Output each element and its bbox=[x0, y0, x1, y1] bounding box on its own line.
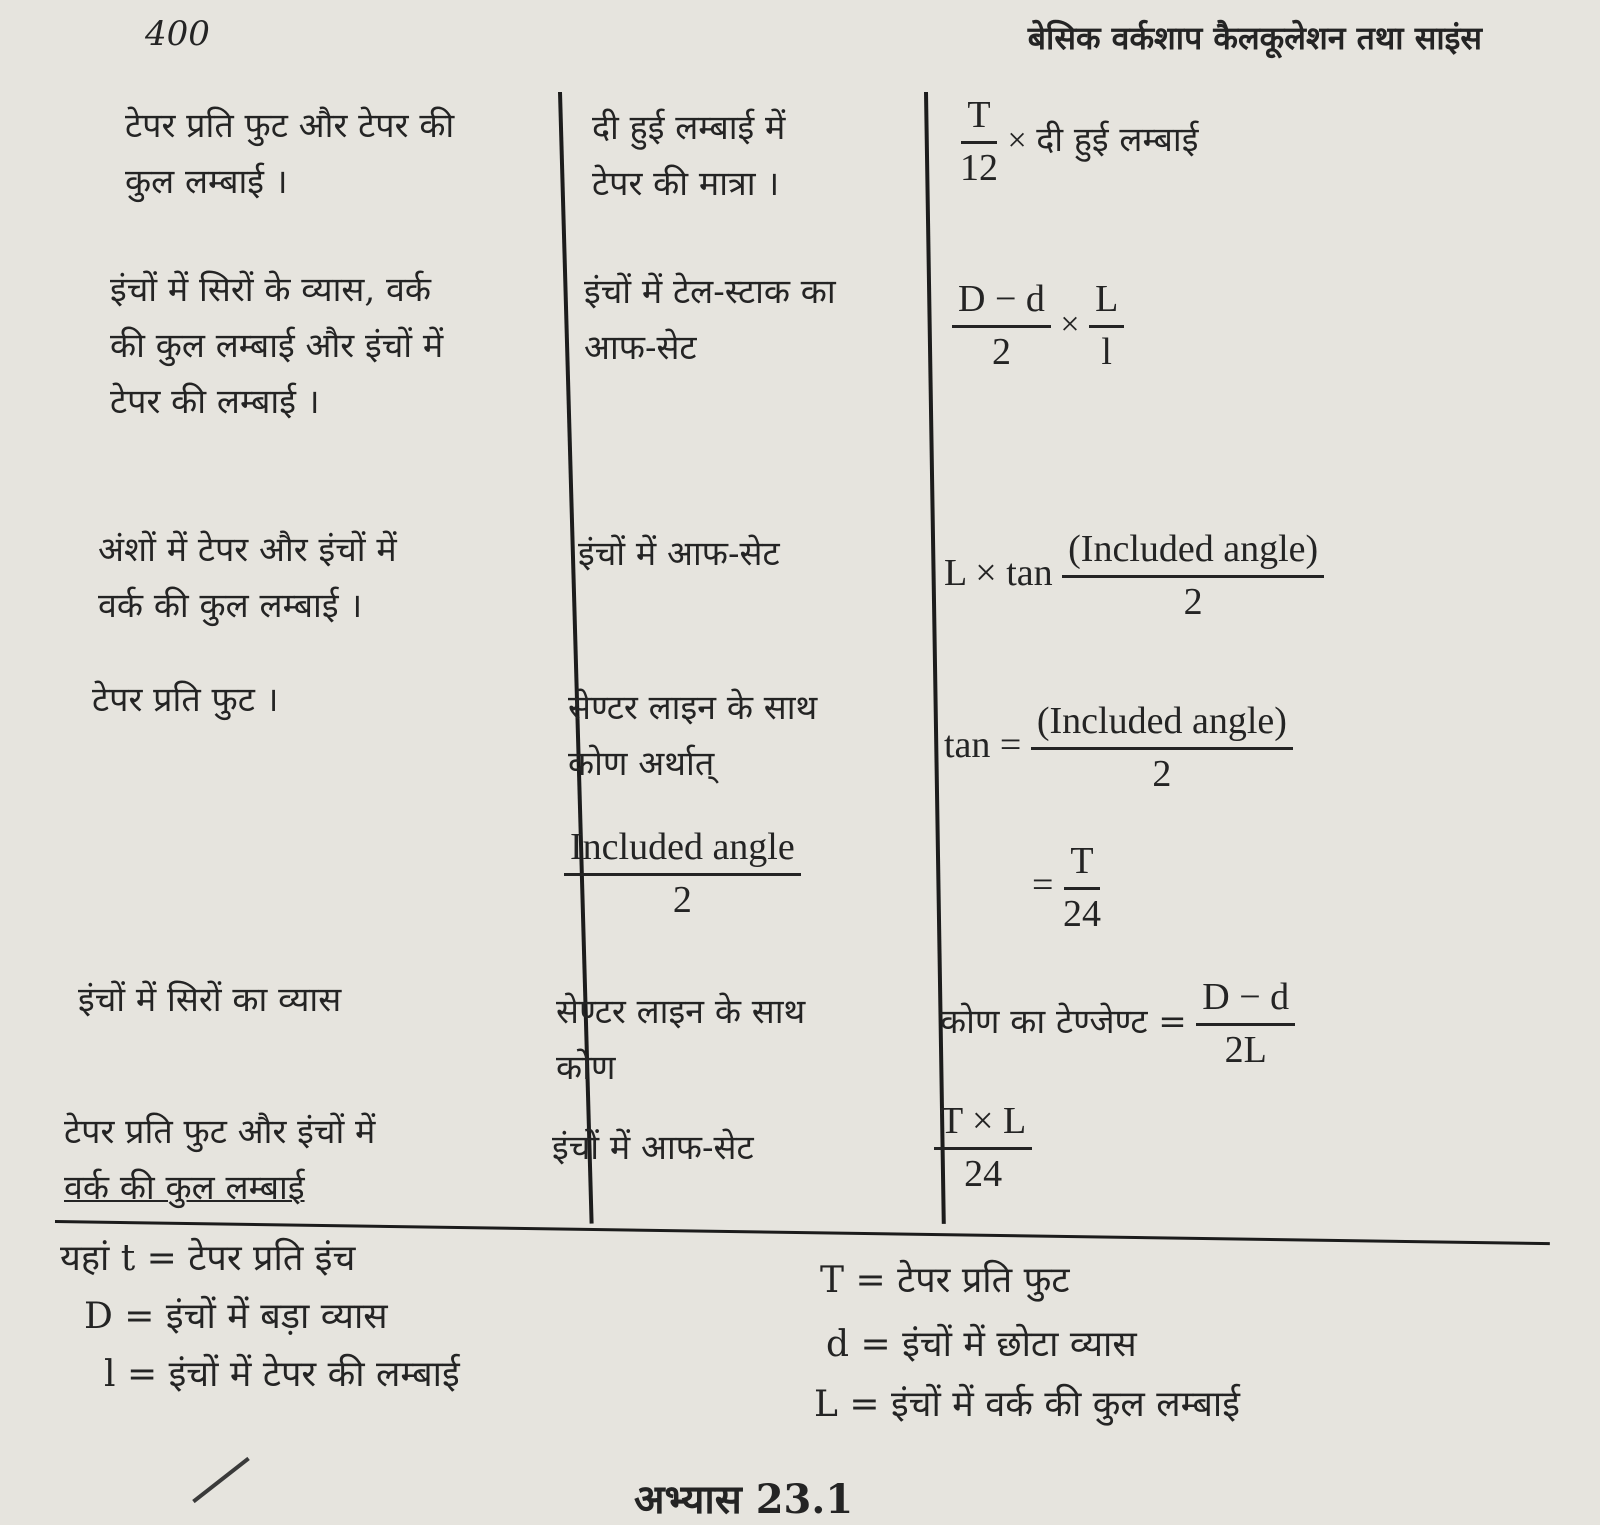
given-cell-line: इंचों में सिरों के व्यास, वर्क bbox=[110, 270, 432, 310]
exercise-title: अभ्यास 23.1 bbox=[634, 1476, 854, 1523]
find-cell-line: आफ-सेट bbox=[584, 328, 697, 369]
find-cell-line: कोण अर्थात् bbox=[568, 744, 715, 785]
running-title: बेसिक वर्कशाप कैलकूलेशन तथा साइंस bbox=[1027, 19, 1482, 57]
numerator: L bbox=[1089, 278, 1124, 328]
find-cell-line: कोण bbox=[556, 1048, 616, 1089]
formula-offset-taper-per-foot bbox=[934, 1100, 1032, 1196]
find-cell-line: इंचों में टेल-स्टाक का bbox=[584, 272, 836, 312]
numerator: T × L bbox=[934, 1100, 1032, 1150]
fraction bbox=[952, 278, 1051, 374]
find-cell bbox=[584, 264, 836, 376]
find-cell bbox=[578, 526, 780, 582]
denominator: 24 bbox=[1062, 892, 1101, 935]
formula-prefix: कोण का टेण्जेण्ट = bbox=[940, 1001, 1187, 1042]
fraction bbox=[564, 826, 801, 922]
legend-d: d = इंचों में छोटा व्यास bbox=[826, 1324, 1137, 1365]
fraction bbox=[1089, 278, 1124, 374]
denominator: 24 bbox=[964, 1152, 1003, 1195]
fraction bbox=[1196, 976, 1295, 1072]
formula-prefix: tan = bbox=[944, 723, 1022, 766]
numerator: T bbox=[961, 94, 996, 144]
formula-offset-included-angle bbox=[944, 528, 1324, 624]
given-cell-line: टेपर प्रति फुट और टेपर की bbox=[125, 106, 455, 146]
formula-tan-half-angle bbox=[944, 700, 1293, 796]
given-cell-line: टेपर की लम्बाई । bbox=[110, 382, 320, 423]
find-cell-line: इंचों में आफ-सेट bbox=[552, 1128, 754, 1168]
find-cell bbox=[568, 680, 817, 792]
find-cell-fraction bbox=[564, 826, 801, 922]
fraction bbox=[960, 94, 998, 190]
given-cell-line: कुल लम्बाई । bbox=[125, 162, 288, 203]
numerator: D − d bbox=[952, 278, 1051, 328]
find-cell bbox=[592, 100, 785, 212]
denominator: 2 bbox=[672, 878, 692, 921]
find-cell-line: टेपर की मात्रा । bbox=[592, 164, 780, 205]
fraction bbox=[1063, 840, 1101, 936]
table-row bbox=[78, 972, 341, 1028]
numerator: (Included angle) bbox=[1062, 528, 1324, 578]
given-cell-line: अंशों में टेपर और इंचों में bbox=[98, 530, 397, 570]
legend-T: T = टेपर प्रति फुट bbox=[820, 1260, 1070, 1301]
given-cell-line: की कुल लम्बाई और इंचों में bbox=[110, 326, 444, 367]
formula-taper-amount bbox=[960, 94, 1198, 190]
formula-text: दी हुई लम्बाई bbox=[1036, 119, 1199, 160]
denominator: 2 bbox=[1183, 580, 1203, 623]
denominator: 2 bbox=[991, 330, 1011, 373]
numerator: (Included angle) bbox=[1031, 700, 1293, 750]
table-row bbox=[92, 672, 279, 728]
formula-tailstock-offset bbox=[952, 278, 1124, 374]
denominator: 2 bbox=[1152, 752, 1172, 795]
legend-l: l = इंचों में टेपर की लम्बाई bbox=[104, 1354, 460, 1395]
find-cell bbox=[556, 984, 805, 1096]
fraction bbox=[1031, 700, 1293, 796]
numerator: T bbox=[1064, 840, 1099, 890]
fraction bbox=[1062, 528, 1324, 624]
formula-tangent-angle bbox=[940, 976, 1295, 1072]
table-row bbox=[64, 1104, 375, 1216]
multiply-sign: × bbox=[1060, 305, 1080, 343]
pen-mark bbox=[192, 1457, 250, 1503]
given-cell-line: इंचों में सिरों का व्यास bbox=[78, 980, 342, 1020]
numerator: Included angle bbox=[564, 826, 801, 876]
multiply-sign: × bbox=[1007, 121, 1027, 159]
denominator: 12 bbox=[960, 146, 998, 189]
page-number: 400 bbox=[145, 14, 210, 54]
legend-where-t: यहां t = टेपर प्रति इंच bbox=[60, 1238, 356, 1279]
equals-sign: = bbox=[1032, 863, 1054, 906]
denominator: l bbox=[1101, 330, 1112, 373]
formula-tan-taper bbox=[1032, 840, 1101, 936]
find-cell bbox=[552, 1120, 754, 1176]
table-row bbox=[98, 522, 397, 634]
find-cell-line: इंचों में आफ-सेट bbox=[578, 534, 780, 574]
table-row bbox=[125, 98, 454, 210]
given-cell-line: टेपर प्रति फुट । bbox=[92, 680, 279, 720]
legend-D: D = इंचों में बड़ा व्यास bbox=[84, 1296, 388, 1337]
find-cell-line: सेण्टर लाइन के साथ bbox=[568, 688, 818, 728]
numerator: D − d bbox=[1196, 976, 1295, 1026]
table-row bbox=[110, 262, 443, 430]
fraction bbox=[934, 1100, 1032, 1196]
denominator: 2L bbox=[1224, 1028, 1267, 1071]
find-cell-line: दी हुई लम्बाई में bbox=[592, 108, 786, 148]
given-cell-line: वर्क की कुल लम्बाई । bbox=[98, 586, 363, 627]
formula-prefix: L × tan bbox=[944, 551, 1053, 594]
legend-L: L = इंचों में वर्क की कुल लम्बाई bbox=[814, 1384, 1240, 1425]
given-cell-line: टेपर प्रति फुट और इंचों में bbox=[64, 1112, 376, 1152]
find-cell-line: सेण्टर लाइन के साथ bbox=[556, 992, 806, 1032]
given-cell-line: वर्क की कुल लम्बाई bbox=[64, 1168, 305, 1209]
